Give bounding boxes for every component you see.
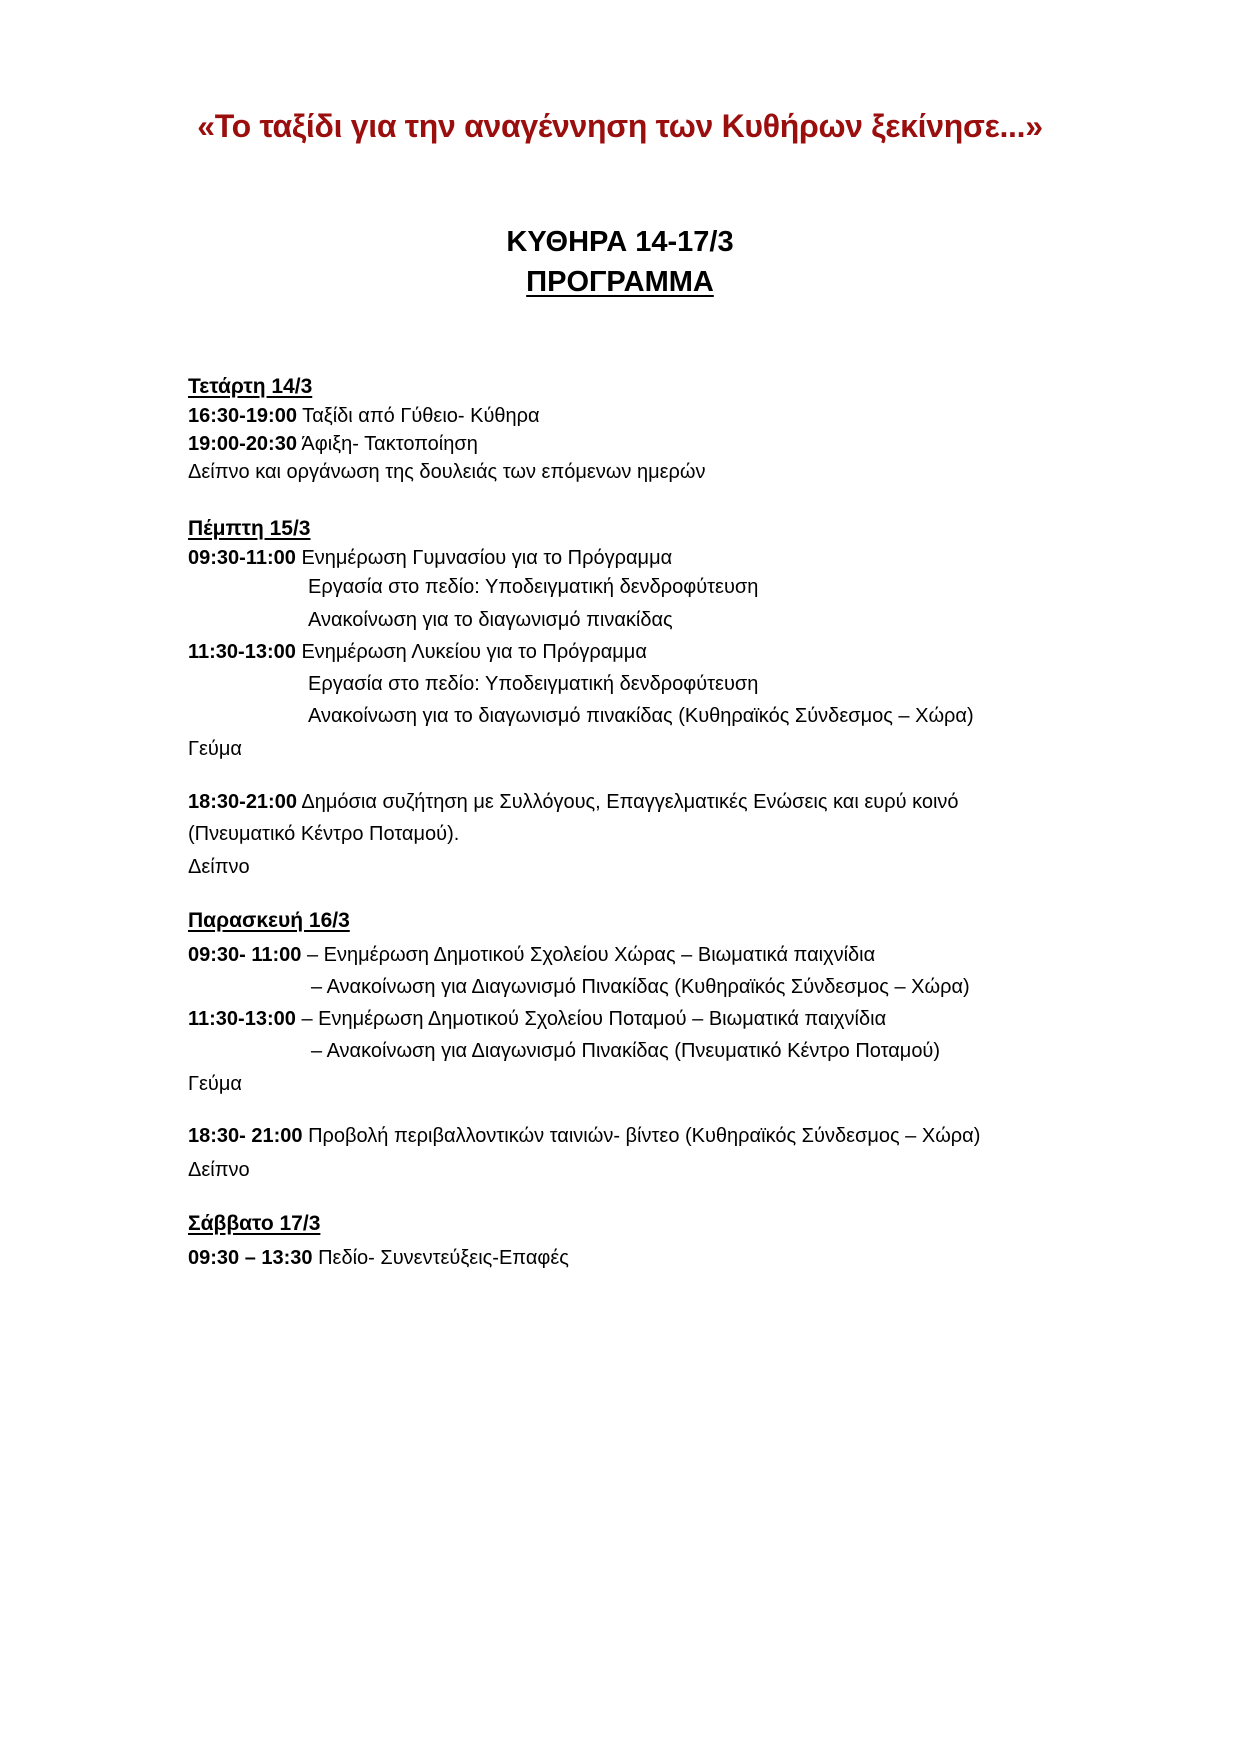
schedule-line [188, 1072, 242, 1096]
schedule-line [188, 737, 242, 761]
schedule-line [311, 975, 970, 999]
activity: Γεύμα [188, 1073, 242, 1095]
time-slot: 09:30- 11:00 [188, 944, 302, 966]
activity: Δείπνο και οργάνωση της δουλειάς των επόμενων ημερών [188, 461, 706, 483]
schedule-line [188, 460, 706, 484]
schedule-line [188, 432, 478, 456]
time-slot: 09:30 – 13:30 [188, 1247, 313, 1269]
time-slot: 09:30-11:00 [188, 547, 296, 569]
activity: Προβολή περιβαλλοντικών ταινιών- βίντεο (Κυθηραϊκός Σύνδεσμος – Χώρα) [308, 1125, 981, 1147]
activity: Δείπνο [188, 1159, 250, 1181]
day-heading: Σάββατο 17/3 [188, 1212, 321, 1235]
document-title: «Το ταξίδι για την αναγέννηση των Κυθήρων ξεκίνησε...» [197, 108, 1043, 144]
schedule-line [188, 855, 250, 879]
schedule-line [308, 672, 758, 696]
activity: Ανακοίνωση για το διαγωνισμό πινακίδας [308, 609, 673, 631]
subheading-text: ΠΡΟΓΡΑΜΜΑ [526, 266, 714, 298]
activity: Εργασία στο πεδίο: Υποδειγματική δενδροφύτευση [308, 673, 759, 695]
schedule-line [308, 608, 673, 632]
schedule-line [188, 822, 459, 846]
schedule-line [188, 404, 540, 428]
activity: – Ανακοίνωση για Διαγωνισμό Πινακίδας (Κυθηραϊκός Σύνδεσμος – Χώρα) [311, 976, 970, 998]
schedule-line [308, 704, 974, 728]
schedule-line [188, 1246, 569, 1270]
day-heading: Πέμπτη 15/3 [188, 517, 311, 540]
activity: Ενημέρωση Λυκείου για το Πρόγραμμα [301, 641, 647, 663]
time-slot: 11:30-13:00 [188, 641, 296, 663]
schedule-line [188, 1007, 886, 1031]
time-slot: 19:00-20:30 [188, 433, 297, 455]
activity: Ανακοίνωση για το διαγωνισμό πινακίδας (Κυθηραϊκός Σύνδεσμος – Χώρα) [308, 705, 974, 727]
schedule-line [188, 1124, 980, 1148]
schedule-line [188, 1158, 250, 1182]
activity: – Ενημέρωση Δημοτικού Σχολείου Ποταμού – Βιωματικά παιχνίδια [301, 1008, 887, 1030]
schedule-line [188, 546, 672, 570]
activity: Δείπνο [188, 856, 250, 878]
document-heading: ΚΥΘΗΡΑ 14-17/3 [506, 226, 734, 258]
time-slot: 16:30-19:00 [188, 405, 297, 427]
time-slot: 18:30- 21:00 [188, 1125, 303, 1147]
schedule-line [188, 790, 959, 814]
time-slot: 18:30-21:00 [188, 791, 297, 813]
document-subheading [0, 266, 1240, 299]
activity: Εργασία στο πεδίο: Υποδειγματική δενδροφύτευση [308, 576, 759, 598]
activity: Ταξίδι από Γύθειο- Κύθηρα [302, 405, 540, 427]
day-heading: Τετάρτη 14/3 [188, 375, 313, 398]
activity: Πεδίο- Συνεντεύξεις-Επαφές [318, 1247, 569, 1269]
schedule-line [311, 1039, 940, 1063]
activity: – Ενημέρωση Δημοτικού Σχολείου Χώρας – Βιωματικά παιχνίδια [306, 944, 876, 966]
activity: Γεύμα [188, 738, 242, 760]
schedule-line [308, 575, 758, 599]
activity: Άφιξη- Τακτοποίηση [301, 433, 478, 455]
schedule-line [188, 943, 875, 967]
activity: (Πνευματικό Κέντρο Ποταμού). [188, 823, 460, 845]
activity: Δημόσια συζήτηση με Συλλόγους, Επαγγελματικές Ενώσεις και ευρύ κοινό [301, 791, 959, 813]
activity: – Ανακοίνωση για Διαγωνισμό Πινακίδας (Πνευματικό Κέντρο Ποταμού) [311, 1040, 941, 1062]
time-slot: 11:30-13:00 [188, 1008, 296, 1030]
activity: Ενημέρωση Γυμνασίου για το Πρόγραμμα [301, 547, 673, 569]
schedule-line [188, 640, 647, 664]
day-heading: Παρασκευή 16/3 [188, 909, 350, 932]
